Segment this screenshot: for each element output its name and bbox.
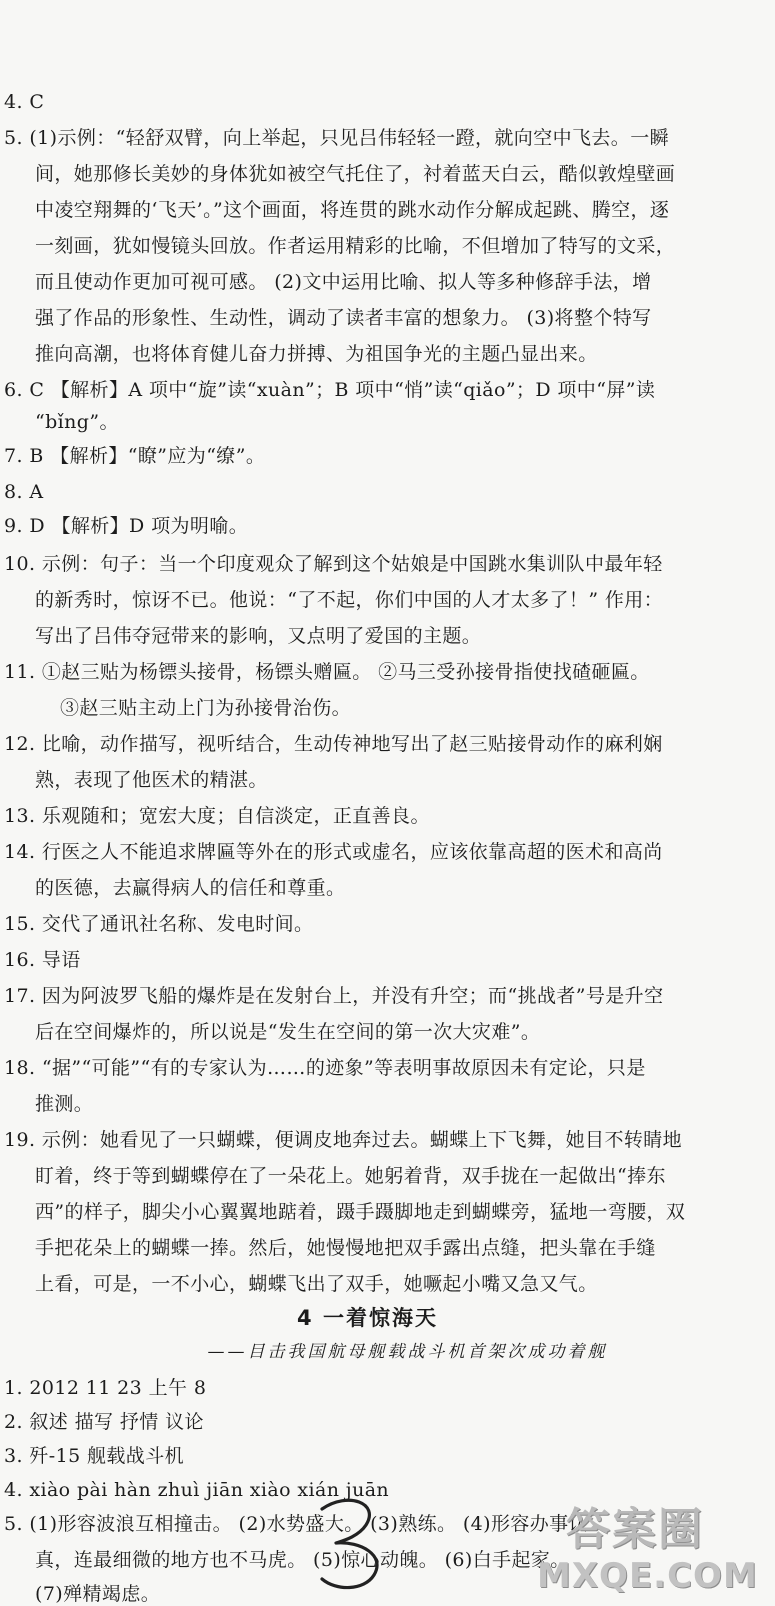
answer-line: 1. 2012 11 23 上午 8 bbox=[4, 1377, 207, 1399]
answer-line: 中凌空翔舞的‘飞天’。”这个画面，将连贯的跳水动作分解成起跳、腾空，逐 bbox=[35, 199, 670, 221]
answer-line: 17. 因为阿波罗飞船的爆炸是在发射台上，并没有升空；而“挑战者”号是升空 bbox=[4, 985, 664, 1007]
answer-line: 10. 示例：句子：当一个印度观众了解到这个姑娘是中国跳水集训队中最年轻 bbox=[4, 553, 663, 575]
answer-line: 2. 叙述 描写 抒情 议论 bbox=[4, 1411, 204, 1433]
answer-line: 一刻画，犹如慢镜头回放。作者运用精彩的比喻，不但增加了特写的文采， bbox=[35, 235, 676, 257]
answer-line: 后在空间爆炸的，所以说是“发生在空间的第一次大灾难”。 bbox=[35, 1021, 541, 1043]
answer-line: 7. B 【解析】“瞭”应为“缭”。 bbox=[4, 445, 266, 467]
answer-line: “bǐng”。 bbox=[35, 411, 119, 433]
answer-line: 的新秀时，惊讶不已。他说：“了不起，你们中国的人才太多了！” 作用： bbox=[35, 589, 664, 611]
answer-line: 9. D 【解析】D 项为明喻。 bbox=[4, 515, 249, 537]
answer-line: 4. C bbox=[4, 91, 45, 113]
answer-line: 西”的样子，脚尖小心翼翼地踮着，蹑手蹑脚地走到蝴蝶旁，猛地一弯腰，双 bbox=[35, 1201, 686, 1223]
answer-line: 12. 比喻，动作描写，视听结合，生动传神地写出了赵三贴接骨动作的麻利娴 bbox=[4, 733, 663, 755]
watermark-bottom-text: MXQE.COM bbox=[537, 1556, 758, 1596]
answer-line: ③赵三贴主动上门为孙接骨治伤。 bbox=[60, 697, 352, 719]
handwritten-three-icon bbox=[308, 1495, 392, 1595]
answer-line: 而且使动作更加可视可感。 (2)文中运用比喻、拟人等多种修辞手法，增 bbox=[35, 271, 652, 293]
answer-line: (7)殚精竭虑。 bbox=[35, 1583, 161, 1605]
answer-line: 上看，可是，一不小心，蝴蝶飞出了双手，她噘起小嘴又急又气。 bbox=[35, 1273, 598, 1295]
answer-line: 6. C 【解析】A 项中“旋”读“xuàn”；B 项中“悄”读“qiǎo”；D 项中“屏”读 bbox=[4, 379, 656, 401]
answer-line: 13. 乐观随和；宽宏大度；自信淡定，正直善良。 bbox=[4, 805, 430, 827]
answer-line: 间，她那修长美妙的身体犹如被空气托住了，衬着蓝天白云，酷似敦煌壁画 bbox=[35, 163, 676, 185]
section-subtitle: ——目击我国航母舰载战斗机首架次成功着舰 bbox=[207, 1342, 608, 1362]
answer-line: 写出了吕伟夺冠带来的影响，又点明了爱国的主题。 bbox=[35, 625, 482, 647]
answer-line: 盯着，终于等到蝴蝶停在了一朵花上。她躬着背，双手拢在一起做出“捧东 bbox=[35, 1165, 666, 1187]
answer-line: 14. 行医之人不能追求牌匾等外在的形式或虚名，应该依靠高超的医术和高尚 bbox=[4, 841, 663, 863]
answer-line: 推向高潮，也将体育健儿奋力拼搏、为祖国争光的主题凸显出来。 bbox=[35, 343, 598, 365]
watermark-top-text: 答案圈 bbox=[566, 1504, 704, 1555]
answer-line: 19. 示例：她看见了一只蝴蝶，便调皮地奔过去。蝴蝶上下飞舞，她目不转睛地 bbox=[4, 1129, 683, 1151]
answer-line: 强了作品的形象性、生动性，调动了读者丰富的想象力。 (3)将整个特写 bbox=[35, 307, 652, 329]
answer-line: 熟，表现了他医术的精湛。 bbox=[35, 769, 268, 791]
answer-line: 3. 歼-15 舰载战斗机 bbox=[4, 1445, 185, 1467]
answer-line: 11. ①赵三贴为杨镖头接骨，杨镖头赠匾。 ②马三受孙接骨指使找碴砸匾。 bbox=[4, 661, 650, 683]
answer-line: 5. (1)形容波浪互相撞击。 (2)水势盛大。 (3)熟练。 (4)形容办事认 bbox=[4, 1513, 588, 1535]
answer-line: 8. A bbox=[4, 481, 44, 503]
answer-line: 真，连最细微的地方也不马虎。 (5)惊心动魄。 (6)白手起家。 bbox=[35, 1549, 570, 1571]
answer-line: 18. “据”“可能”“有的专家认为……的迹象”等表明事故原因未有定论，只是 bbox=[4, 1057, 646, 1079]
answer-line: 手把花朵上的蝴蝶一捧。然后，她慢慢地把双手露出点缝，把头靠在手缝 bbox=[35, 1237, 656, 1259]
answer-line: 5. (1)示例：“轻舒双臂，向上举起，只见吕伟轻轻一蹬，就向空中飞去。一瞬 bbox=[4, 127, 669, 149]
watermark-logo-icon bbox=[537, 1504, 758, 1598]
answer-line: 4. xiào pài hàn zhuì jiān xiào xián juān bbox=[4, 1479, 390, 1501]
answer-line: 16. 导语 bbox=[4, 949, 81, 971]
section-title: 4 一着惊海天 bbox=[297, 1306, 438, 1330]
answer-line: 15. 交代了通讯社名称、发电时间。 bbox=[4, 913, 314, 935]
answer-line: 的医德，去赢得病人的信任和尊重。 bbox=[35, 877, 346, 899]
answer-line: 推测。 bbox=[35, 1093, 94, 1115]
